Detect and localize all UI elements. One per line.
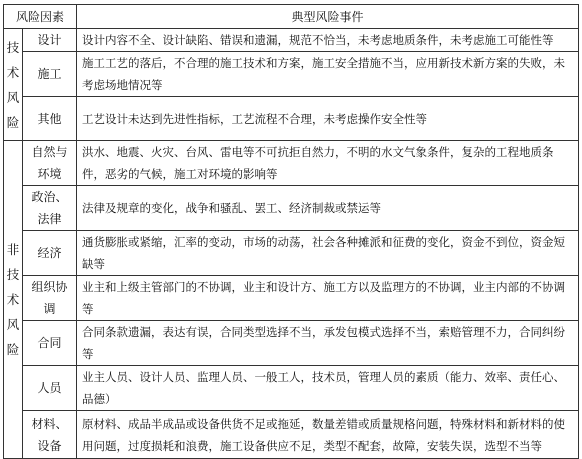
table-row	[4, 276, 579, 321]
risk-factor: 合同	[23, 321, 77, 366]
risk-event: 原材料、成品半成品或设备供货不足或拖延，数量差错或质量规格问题，特殊材料和新材料的使用问题，过度损耗和浪费，施工设备供应不足，类型不配套，故障，安装失误，选型不当等	[77, 411, 579, 459]
header-event: 典型风险事件	[77, 5, 579, 29]
risk-factor: 材料、设备	[23, 411, 77, 459]
table-row	[4, 186, 579, 231]
header-factor: 风险因素	[4, 5, 77, 29]
risk-event: 设计内容不全、设计缺陷、错误和遗漏，规范不恰当，未考虑地质条件，未考虑施工可能性等	[77, 29, 579, 52]
risk-event: 业主人员、设计人员、监理人员、一般工人，技术员，管理人员的素质（能力、效率、责任心、品德）	[77, 366, 579, 411]
table-row	[4, 231, 579, 276]
header-row	[4, 5, 579, 29]
category-technical-risk: 技 术 风 险	[4, 29, 23, 141]
risk-event: 工艺设计未达到先进性指标，工艺流程不合理，未考虑操作安全性等	[77, 97, 579, 141]
table-row	[4, 411, 579, 459]
risk-event: 法律及规章的变化，战争和骚乱、罢工、经济制裁或禁运等	[77, 186, 579, 231]
risk-event: 合同条款遗漏，表达有误，合同类型选择不当，承发包模式选择不当，索赔管理不力，合同纠纷等	[77, 321, 579, 366]
table-row	[4, 321, 579, 366]
risk-factor: 施工	[23, 52, 77, 97]
table-row	[4, 366, 579, 411]
risk-factor: 经济	[23, 231, 77, 276]
risk-factor: 人员	[23, 366, 77, 411]
risk-table	[3, 4, 579, 459]
category-non-technical-risk: 非 技 术 风 险	[4, 141, 23, 459]
table-row	[4, 141, 579, 186]
table-row	[4, 29, 579, 52]
risk-factor: 政治、法律	[23, 186, 77, 231]
risk-event: 业主和上级主管部门的不协调，业主和设计方、施工方以及监理方的不协调，业主内部的不协调等	[77, 276, 579, 321]
table-row	[4, 97, 579, 141]
risk-factor: 设计	[23, 29, 77, 52]
table-row	[4, 52, 579, 97]
risk-factor: 自然与环境	[23, 141, 77, 186]
risk-event: 通货膨胀或紧缩，汇率的变动，市场的动荡，社会各种摊派和征费的变化，资金不到位，资金短缺等	[77, 231, 579, 276]
risk-event: 洪水、地震、火灾、台风、雷电等不可抗拒自然力，不明的水文气象条件，复杂的工程地质条件，恶劣的气候，施工对环境的影响等	[77, 141, 579, 186]
risk-factor: 组织协调	[23, 276, 77, 321]
risk-event: 施工工艺的落后，不合理的施工技术和方案，施工安全措施不当，应用新技术新方案的失败，未考虑场地情况等	[77, 52, 579, 97]
risk-factor: 其他	[23, 97, 77, 141]
